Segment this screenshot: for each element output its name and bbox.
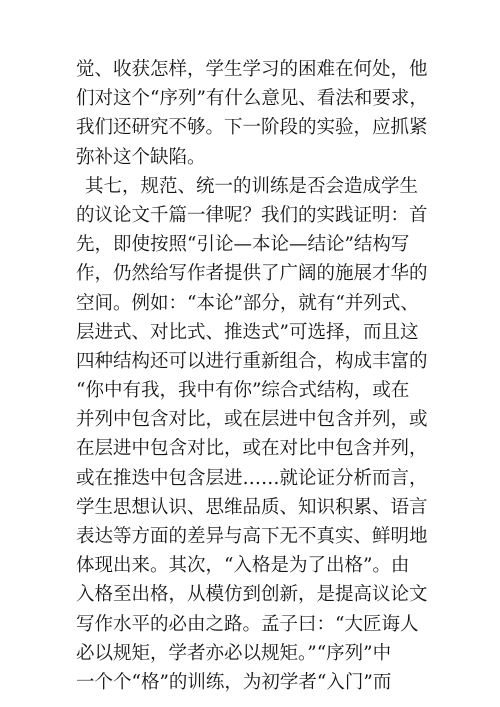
body-text [76,55,456,697]
text-line: 先，即使按照“引论—本论—结论”结构写 [76,234,410,256]
text-line: 或在推迭中包含层进……就论证分析而言， [76,467,428,489]
text-line: 表达等方面的差异与高下无不真实、鲜明地 [76,526,428,547]
text-line: 觉、收获怎样，学生学习的困难在何处，他 [76,59,428,80]
text-line: 四种结构还可以进行重新组合，构成丰富的 [76,350,428,372]
text-line: 我们还研究不够。下一阶段的实验，应抓紧 [76,117,428,139]
text-line: 层进式、对比式、推迭式”可选择，而且这 [76,321,419,343]
text-line: 写作水平的必由之路。孟子曰：“大匠诲人 [76,613,419,635]
text-line: 的议论文千篇一律呢？我们的实践证明：首 [76,204,428,226]
text-line: 弥补这个缺陷。 [76,146,206,168]
text-line: 空间。例如：“本论”部分，就有“并列式、 [76,292,419,314]
text-line: 在层进中包含对比，或在对比中包含并列， [76,438,428,460]
text-line: 作，仍然给写作者提供了广阔的施展才华的 [76,263,428,285]
text-line: “你中有我，我中有你”综合式结构，或在 [76,380,410,402]
text-line: 体现出来。其次，“入格是为了出格”。由 [76,555,410,577]
text-line: 并列中包含对比，或在层进中包含并列，或 [76,409,428,431]
paragraph-start-line: 其七，规范、统一的训练是否会造成学生 [85,175,419,197]
text-line: 必以规矩，学者亦必以规矩。”“序列”中 [76,642,392,664]
text-line: 一个个“格”的训练，为初学者“入门”而 [76,671,392,693]
text-line: 学生思想认识、思维品质、知识积累、语言 [76,496,428,518]
text-line: 们对这个“序列”有什么意见、看法和要求， [76,88,428,110]
text-line: 入格至出格，从模仿到创新，是提高议论文 [76,584,428,606]
